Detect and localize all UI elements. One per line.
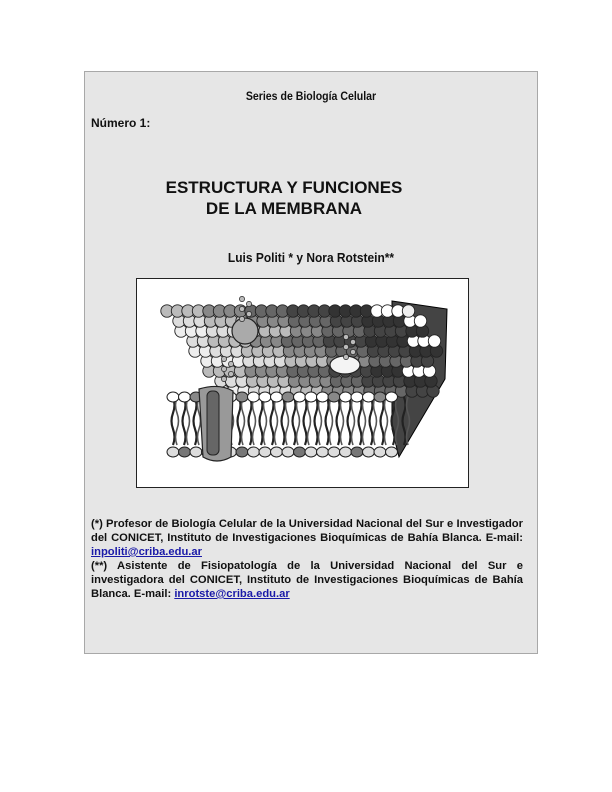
lipid-head-bottom <box>236 447 248 457</box>
document-page <box>84 71 538 654</box>
glycan-bead <box>239 306 244 311</box>
lipid-tail <box>381 397 384 445</box>
series-title: Series de Biología Celular <box>245 89 377 103</box>
lipid-head-front <box>328 392 340 402</box>
footnote-2-marker: (**) <box>91 560 108 572</box>
glycan-bead <box>246 301 251 306</box>
lipid-head-bottom <box>351 447 363 457</box>
lipid-tail <box>385 397 388 445</box>
lipid-tail <box>176 397 179 445</box>
glycan-bead <box>221 366 226 371</box>
footnote-1-text: Profesor de Biología Celular de la Universidad Nacional del Sur e Investigador del CONICET, Instituto de Investigaciones Bioquímicas de Bahía Blanca. E-mail: <box>91 518 523 544</box>
lipid-head-bottom <box>190 447 202 457</box>
glycan-bead <box>228 361 233 366</box>
lipid-head-bottom <box>340 447 352 457</box>
glycan-bead <box>239 296 244 301</box>
lipid-tail <box>187 397 190 445</box>
lipid-head-bottom <box>294 447 306 457</box>
footnote-1-marker: (*) <box>91 518 103 530</box>
lipid-head-front <box>259 392 271 402</box>
lipid-tail <box>337 397 340 445</box>
lipid-head-front <box>248 392 260 402</box>
lipid-tail <box>275 397 278 445</box>
lipid-tail <box>370 397 373 445</box>
lipid-head-front <box>179 392 191 402</box>
lipid-tail <box>264 397 267 445</box>
lipid-head-front <box>340 392 352 402</box>
lipid-tail <box>183 397 186 445</box>
glycan-bead <box>221 376 226 381</box>
glycan-bead <box>350 339 355 344</box>
membrane-figure <box>136 278 469 488</box>
lipid-head-bottom <box>386 447 398 457</box>
lipid-tail <box>315 397 318 445</box>
issue-number: Número 1: <box>91 116 151 130</box>
title-line-2: DE LA MEMBRANA <box>205 199 363 218</box>
glycan-bead <box>221 356 226 361</box>
lipid-head-bottom <box>282 447 294 457</box>
lipid-head-front <box>317 392 329 402</box>
lipid-head-front <box>271 392 283 402</box>
lipid-head-bottom <box>248 447 260 457</box>
lipid-tail <box>352 397 355 445</box>
footnotes <box>91 517 523 601</box>
lipid-tail <box>293 397 296 445</box>
email-link-rotstein[interactable]: inrotste@criba.edu.ar <box>174 588 290 600</box>
lipid-tail <box>326 397 329 445</box>
lipid-head-bottom <box>271 447 283 457</box>
lipid-tail <box>308 397 311 445</box>
title-line-1: ESTRUCTURA Y FUNCIONES <box>165 178 403 197</box>
lipid-head <box>402 305 414 317</box>
authors: Luis Politi * y Nora Rotstein** <box>227 250 395 265</box>
lipid-tail <box>286 397 289 445</box>
lipid-tail <box>359 397 362 445</box>
glycan-bead <box>228 371 233 376</box>
peripheral-protein <box>232 318 258 344</box>
lipid-head-front <box>294 392 306 402</box>
lipid-head-front <box>282 392 294 402</box>
glycan-bead <box>350 349 355 354</box>
glycan-bead <box>343 344 348 349</box>
lipid-head-front <box>167 392 179 402</box>
lipid-tail <box>363 397 366 445</box>
lipid-head-bottom <box>259 447 271 457</box>
lipid-tail <box>242 397 245 445</box>
lipid-tail <box>341 397 344 445</box>
lipid-head-bottom <box>179 447 191 457</box>
lipid-head-front <box>363 392 375 402</box>
lipid-tail <box>304 397 307 445</box>
lipid-tail <box>249 397 252 445</box>
lipid-tail <box>348 397 351 445</box>
protein-channel <box>207 391 219 455</box>
lipid-head <box>414 315 426 327</box>
lipid-tail <box>238 397 241 445</box>
lipid-tail <box>282 397 285 445</box>
lipid-head-front <box>351 392 363 402</box>
lipid-head-front <box>374 392 386 402</box>
footnote-1 <box>91 517 523 559</box>
lipid-head <box>428 335 440 347</box>
lipid-tail <box>253 397 256 445</box>
lipid-tail <box>271 397 274 445</box>
glycan-bead <box>343 334 348 339</box>
lipid-head-bottom <box>305 447 317 457</box>
footnote-2-text: Asistente de Fisiopatología de la Universidad Nacional del Sur e investigadora del CONICET, Instituto de Investigaciones Bioquímicas de Bahía Blanca. E-mail: <box>91 560 523 600</box>
lipid-tail <box>297 397 300 445</box>
glycan-bead <box>246 311 251 316</box>
lipid-tail <box>172 397 175 445</box>
lipid-tail <box>194 397 197 445</box>
lipid-head-bottom <box>328 447 340 457</box>
lipid-tail <box>260 397 263 445</box>
cell-membrane-icon <box>137 279 468 487</box>
glycan-bead <box>239 316 244 321</box>
lipid-head-bottom <box>317 447 329 457</box>
lipid-head-front <box>236 392 248 402</box>
footnote-2 <box>91 559 523 601</box>
lipid-head-bottom <box>167 447 179 457</box>
lipid-head-bottom <box>363 447 375 457</box>
lipid-head-front <box>386 392 398 402</box>
lipid-head-bottom <box>374 447 386 457</box>
glycan-bead <box>343 354 348 359</box>
document-title <box>85 177 483 219</box>
lipid-tail <box>330 397 333 445</box>
lipid-tail <box>319 397 322 445</box>
lipid-tail <box>374 397 377 445</box>
lipid-head-front <box>305 392 317 402</box>
email-link-politi[interactable]: inpoliti@criba.edu.ar <box>91 546 202 558</box>
